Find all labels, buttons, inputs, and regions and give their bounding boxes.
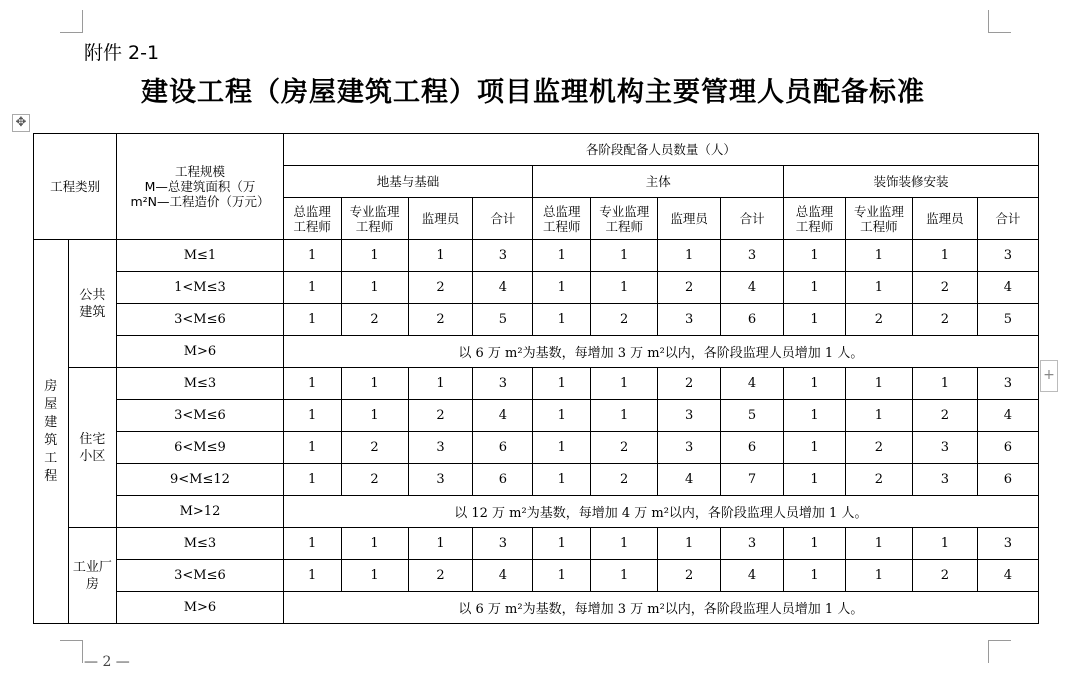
header-stage-decoration: 装饰装修安装 <box>784 166 1039 198</box>
header-role-cell <box>784 198 846 240</box>
value-cell: 2 <box>408 400 473 432</box>
table-row <box>34 240 1039 272</box>
table-row <box>34 304 1039 336</box>
annex-label: 附件 2-1 <box>84 42 160 64</box>
value-cell: 2 <box>408 560 473 592</box>
value-cell: 2 <box>408 272 473 304</box>
header-role-line: 总监理 <box>795 203 834 219</box>
scale-cell: M>12 <box>117 496 283 528</box>
header-role-line: 总监理 <box>293 203 331 219</box>
value-cell: 2 <box>591 304 658 336</box>
value-cell: 1 <box>533 400 591 432</box>
group-name-cell <box>68 368 117 528</box>
header-role-cell <box>408 198 473 240</box>
header-role-cell <box>977 198 1038 240</box>
value-cell: 1 <box>408 368 473 400</box>
header-role-line: 监理员 <box>670 211 708 226</box>
header-project-scale <box>117 134 283 240</box>
value-cell: 6 <box>977 432 1038 464</box>
group-name-line: 建筑 <box>79 304 106 320</box>
value-cell: 3 <box>912 464 977 496</box>
value-cell: 1 <box>845 528 912 560</box>
header-stage-foundation: 地基与基础 <box>283 166 533 198</box>
table-row-extra <box>34 592 1039 624</box>
value-cell: 2 <box>845 432 912 464</box>
header-stages-title: 各阶段配备人员数量（人） <box>283 134 1038 166</box>
value-cell: 1 <box>591 528 658 560</box>
increment-note-cell: 以 6 万 m²为基数，每增加 3 万 m²以内，各阶段监理人员增加 1 人。 <box>283 592 1038 624</box>
page-corner-mark-bottom-right <box>988 640 1011 663</box>
value-cell: 1 <box>408 528 473 560</box>
value-cell: 2 <box>658 560 721 592</box>
move-handle-icon[interactable]: ✥ <box>12 114 30 132</box>
table-row-extra <box>34 336 1039 368</box>
value-cell: 6 <box>721 304 784 336</box>
value-cell: 3 <box>473 240 533 272</box>
scale-cell: M>6 <box>117 592 283 624</box>
group-name-line: 房 <box>85 576 99 592</box>
header-project-type: 工程类别 <box>34 134 117 240</box>
header-role-cell <box>591 198 658 240</box>
value-cell: 2 <box>912 560 977 592</box>
value-cell: 3 <box>408 432 473 464</box>
value-cell: 3 <box>977 368 1038 400</box>
value-cell: 4 <box>473 400 533 432</box>
value-cell: 2 <box>591 432 658 464</box>
value-cell: 1 <box>283 464 341 496</box>
table-row <box>34 560 1039 592</box>
value-cell: 2 <box>658 272 721 304</box>
table-row-extra <box>34 496 1039 528</box>
group-name-cell <box>68 528 117 624</box>
header-role-line: 工程师 <box>795 218 834 234</box>
value-cell: 1 <box>784 240 846 272</box>
table-row <box>34 464 1039 496</box>
value-cell: 1 <box>845 560 912 592</box>
header-role-line: 工程师 <box>860 218 898 234</box>
value-cell: 1 <box>845 400 912 432</box>
value-cell: 1 <box>533 464 591 496</box>
group-name-line: 公共 <box>79 287 106 303</box>
scale-cell: M≤3 <box>117 528 283 560</box>
value-cell: 1 <box>658 528 721 560</box>
value-cell: 2 <box>658 368 721 400</box>
value-cell: 4 <box>473 272 533 304</box>
group-name-line: 小区 <box>79 448 106 464</box>
header-role-line: 合计 <box>995 211 1021 226</box>
category-label: 房屋建筑工程 <box>44 378 58 484</box>
value-cell: 1 <box>533 560 591 592</box>
table-row <box>34 400 1039 432</box>
value-cell: 5 <box>977 304 1038 336</box>
table-row <box>34 432 1039 464</box>
value-cell: 2 <box>341 464 408 496</box>
value-cell: 4 <box>658 464 721 496</box>
value-cell: 2 <box>408 304 473 336</box>
value-cell: 6 <box>473 432 533 464</box>
header-role-line: 监理员 <box>421 211 460 226</box>
scale-cell: M≤3 <box>117 368 283 400</box>
scale-cell: 3<M≤6 <box>117 560 283 592</box>
header-role-line: 工程师 <box>543 218 581 234</box>
header-stage-main-structure: 主体 <box>533 166 784 198</box>
header-role-cell <box>283 198 341 240</box>
value-cell: 1 <box>533 432 591 464</box>
value-cell: 2 <box>341 304 408 336</box>
plus-icon[interactable]: + <box>1040 360 1058 392</box>
value-cell: 1 <box>591 272 658 304</box>
staffing-standard-table <box>33 133 1039 624</box>
value-cell: 6 <box>721 432 784 464</box>
value-cell: 6 <box>977 464 1038 496</box>
value-cell: 5 <box>721 400 784 432</box>
page-corner-mark-top-right <box>988 10 1011 33</box>
value-cell: 2 <box>845 304 912 336</box>
value-cell: 1 <box>341 368 408 400</box>
value-cell: 1 <box>591 240 658 272</box>
header-role-line: 合计 <box>739 211 765 226</box>
table-row <box>34 368 1039 400</box>
value-cell: 3 <box>658 400 721 432</box>
value-cell: 4 <box>977 400 1038 432</box>
scale-cell: 6<M≤9 <box>117 432 283 464</box>
document-title: 建设工程（房屋建筑工程）项目监理机构主要管理人员配备标准 <box>141 77 925 108</box>
header-role-line: 监理员 <box>926 211 964 226</box>
increment-note-cell: 以 6 万 m²为基数，每增加 3 万 m²以内，各阶段监理人员增加 1 人。 <box>283 336 1038 368</box>
value-cell: 1 <box>591 560 658 592</box>
value-cell: 3 <box>912 432 977 464</box>
category-cell <box>34 240 69 624</box>
value-cell: 3 <box>658 304 721 336</box>
page-corner-mark-top-left <box>60 10 83 33</box>
value-cell: 1 <box>784 368 846 400</box>
header-role-cell <box>912 198 977 240</box>
value-cell: 2 <box>591 464 658 496</box>
value-cell: 1 <box>283 528 341 560</box>
value-cell: 1 <box>341 272 408 304</box>
header-role-line: 工程师 <box>605 218 643 234</box>
header-role-line: 工程师 <box>293 218 331 234</box>
scale-cell: 9<M≤12 <box>117 464 283 496</box>
header-role-line: 工程师 <box>355 218 394 234</box>
value-cell: 1 <box>533 272 591 304</box>
value-cell: 1 <box>658 240 721 272</box>
value-cell: 1 <box>341 528 408 560</box>
header-role-cell <box>845 198 912 240</box>
value-cell: 1 <box>845 368 912 400</box>
header-role-line: 专业监理 <box>853 203 904 219</box>
value-cell: 1 <box>845 240 912 272</box>
value-cell: 1 <box>784 432 846 464</box>
scale-cell: 1<M≤3 <box>117 272 283 304</box>
value-cell: 1 <box>283 400 341 432</box>
value-cell: 1 <box>341 400 408 432</box>
value-cell: 2 <box>912 272 977 304</box>
header-role-line: 专业监理 <box>599 203 650 219</box>
table-row <box>34 272 1039 304</box>
value-cell: 2 <box>912 304 977 336</box>
value-cell: 4 <box>721 368 784 400</box>
header-scale-line-1: 工程规模 <box>174 164 225 179</box>
value-cell: 1 <box>283 432 341 464</box>
page-number: — 2 — <box>84 654 130 670</box>
value-cell: 1 <box>784 560 846 592</box>
header-role-cell <box>473 198 533 240</box>
value-cell: 3 <box>977 240 1038 272</box>
value-cell: 5 <box>473 304 533 336</box>
value-cell: 1 <box>591 400 658 432</box>
value-cell: 1 <box>784 400 846 432</box>
value-cell: 4 <box>721 272 784 304</box>
value-cell: 1 <box>591 368 658 400</box>
value-cell: 3 <box>473 528 533 560</box>
header-role-line: 专业监理 <box>349 203 400 219</box>
value-cell: 1 <box>283 560 341 592</box>
value-cell: 1 <box>283 368 341 400</box>
value-cell: 1 <box>533 304 591 336</box>
value-cell: 4 <box>977 560 1038 592</box>
scale-cell: M≤1 <box>117 240 283 272</box>
value-cell: 1 <box>283 240 341 272</box>
scale-cell: M>6 <box>117 336 283 368</box>
value-cell: 1 <box>533 528 591 560</box>
scale-cell: 3<M≤6 <box>117 304 283 336</box>
group-name-cell <box>68 240 117 368</box>
header-role-line: 总监理 <box>543 203 581 219</box>
value-cell: 1 <box>912 240 977 272</box>
value-cell: 1 <box>784 528 846 560</box>
value-cell: 4 <box>721 560 784 592</box>
value-cell: 1 <box>283 272 341 304</box>
value-cell: 1 <box>912 528 977 560</box>
value-cell: 1 <box>533 368 591 400</box>
table-row <box>34 528 1039 560</box>
value-cell: 3 <box>721 240 784 272</box>
scale-cell: 3<M≤6 <box>117 400 283 432</box>
value-cell: 4 <box>977 272 1038 304</box>
header-role-line: 合计 <box>490 211 516 226</box>
header-role-cell <box>721 198 784 240</box>
header-role-cell <box>341 198 408 240</box>
value-cell: 3 <box>721 528 784 560</box>
value-cell: 1 <box>784 304 846 336</box>
group-name-line: 住宅 <box>79 431 106 447</box>
value-cell: 2 <box>845 464 912 496</box>
value-cell: 1 <box>912 368 977 400</box>
value-cell: 1 <box>845 272 912 304</box>
value-cell: 3 <box>977 528 1038 560</box>
value-cell: 3 <box>408 464 473 496</box>
value-cell: 2 <box>912 400 977 432</box>
value-cell: 2 <box>341 432 408 464</box>
value-cell: 7 <box>721 464 784 496</box>
value-cell: 6 <box>473 464 533 496</box>
value-cell: 1 <box>533 240 591 272</box>
value-cell: 1 <box>283 304 341 336</box>
header-scale-line-2: M—总建筑面积（万 <box>144 179 256 194</box>
value-cell: 4 <box>473 560 533 592</box>
header-role-cell <box>658 198 721 240</box>
header-scale-line-3: m²N—工程造价（万元） <box>130 194 270 209</box>
value-cell: 1 <box>784 464 846 496</box>
value-cell: 1 <box>341 240 408 272</box>
value-cell: 1 <box>408 240 473 272</box>
value-cell: 3 <box>473 368 533 400</box>
value-cell: 1 <box>784 272 846 304</box>
group-name-line: 工业厂 <box>72 559 112 575</box>
value-cell: 3 <box>658 432 721 464</box>
value-cell: 1 <box>341 560 408 592</box>
page-corner-mark-bottom-left <box>60 640 83 663</box>
increment-note-cell: 以 12 万 m²为基数，每增加 4 万 m²以内，各阶段监理人员增加 1 人。 <box>283 496 1038 528</box>
header-role-cell <box>533 198 591 240</box>
